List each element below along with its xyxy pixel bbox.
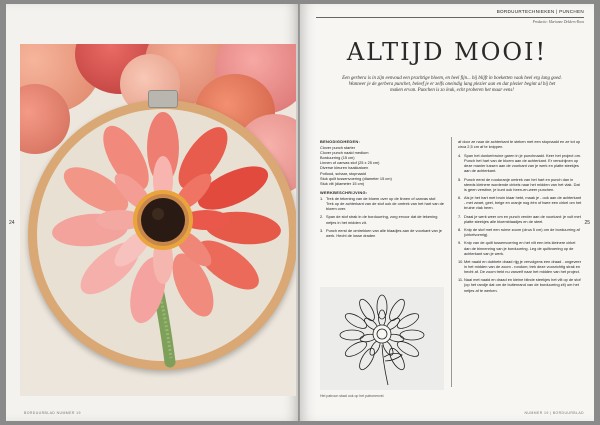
material-item: Linnen of canvas stof (25 x 25 cm) [320,160,380,166]
material-item: Clover punch naald medium [320,150,369,156]
column-right [458,139,582,296]
right-page [300,4,594,421]
category-label: BORDUURTECHNIEKEN | PUNCHEN [496,9,584,14]
material-item: Borduurring (15 cm) [320,155,355,161]
step-item: 10. Met naald en dubbele draad rijg je vervolgens een draad - ongeveer in het midden van de zoom - rondom; trek deze voorzichtig strak en hecht af. De zoom trekt nu vanzelf naar het midden van het project. [458,258,582,275]
gerbera-embroidery [28,100,296,370]
article-intro: Een gerbera is in zijn eenvoud een prachtige bloem, en heel fijn... bij blijft in boeketten vaak heel erg lang goed. Wanneer je de gerbera punchet, beleef je er zelfs oneindig lang plezier aan en dat plezier begint al bij het maken ervan. Punchen is zo leuk, echt proberen het maar eens! [342,76,562,94]
footer-left: BORDUURBLAD NUMMER 19 [24,411,81,415]
step-item: 3. Punch eerst de omtrekken van alle blaadjes aan de voorkant van je werk. Hecht de losse draden [320,227,442,238]
material-item: Diverse kleuren haakkatoen [320,165,369,171]
left-page [6,4,300,421]
step-continuation: af door ze naar de achterkant te steken met een stopnaald en ze tot op circa 2,5 cm af te knippen. [458,139,581,150]
step-item: 8. Knip de stof met een ruime zoom (circa 5 cm) om de borduurring af (cirkelvormig). [458,227,580,238]
material-item: Clover punch starter [320,145,356,151]
step-item: 1. Trek de tekening van de bloem over op de linnen of canvas stof. Trek op de achterkant van de stof ook de omtrek van het hart van de bloem over. [320,195,444,212]
flower-pattern-drawing [330,291,434,387]
category-rule [316,17,584,18]
step-item: 11. Naai met naald en draad en kleine blinde steekjes het vilt op de stof (op het randje dat om de buitenrand van de borduurring zit) om het netjes af te werken. [458,277,581,293]
credits: Productie: Marianne Dekkers-Roos [532,20,584,24]
footer-right: NUMMER 19 | BORDUURBLAD [524,411,584,415]
step-item: 6. Als je het hart met bruin klaar hebt, maak je - ook aan de achterkant - met zwart, geel, beige en oranje nog één of twee een cirkel om het bruine vlak heen. [458,195,582,211]
column-divider [451,137,452,387]
step-item: 9. Knip van de quilt tussenvoering en het vilt een iets kleinere cirkel dan de binnenring van je borduurring. Leg de quiltvoering op de achterkant van je werk. [458,240,576,256]
article-title: ALTIJD MOOI! [346,38,548,66]
materials-heading: BENODIGDHEDEN: [320,139,361,144]
step-item: 5. Punch eerst de roodoranje omtrek van het hart en punch dan in steeds kleinere wordende cirkels naar het midden van het vlak. Dat is geen verstine, je kunt ook heen-en-weer punchen. [458,176,580,192]
material-item: Stuk quilt tussenvoering (diameter 15 cm) [320,175,392,181]
page-number-left: 24 [9,220,15,226]
material-item: Potlood, schaar, stopnaald [320,170,366,176]
material-item: Stuk vilt (diameter 15 cm) [320,180,365,186]
flower-center [141,198,185,242]
step-item: 2. Span de stof strak in de borduurring, zorg ervoor dat de tekening netjes in het midden zit. [320,214,438,225]
step-item: 7. Draai je werk weer om en punch verder aan de voorkant: je vult met platte steekjes alle bloemblaadjes en de steel. [458,213,581,224]
column-left [320,139,444,241]
pattern-caption: Het patroon staat ook op het patronenvel. [320,394,385,398]
embroidery-photo [20,44,296,396]
page-number-right: 25 [584,220,590,226]
instructions-heading: WERKBESCHRIJVING: [320,189,368,195]
step-item: 4. Span het donkerbruine garen in je punchnaald. Keer het project om. Punch het hart van de bloem aan de achterkant. Er verschijnen op deze manier lussen aan de voorkant van je werk en platte steekjes aan de achterkant. [458,153,582,174]
